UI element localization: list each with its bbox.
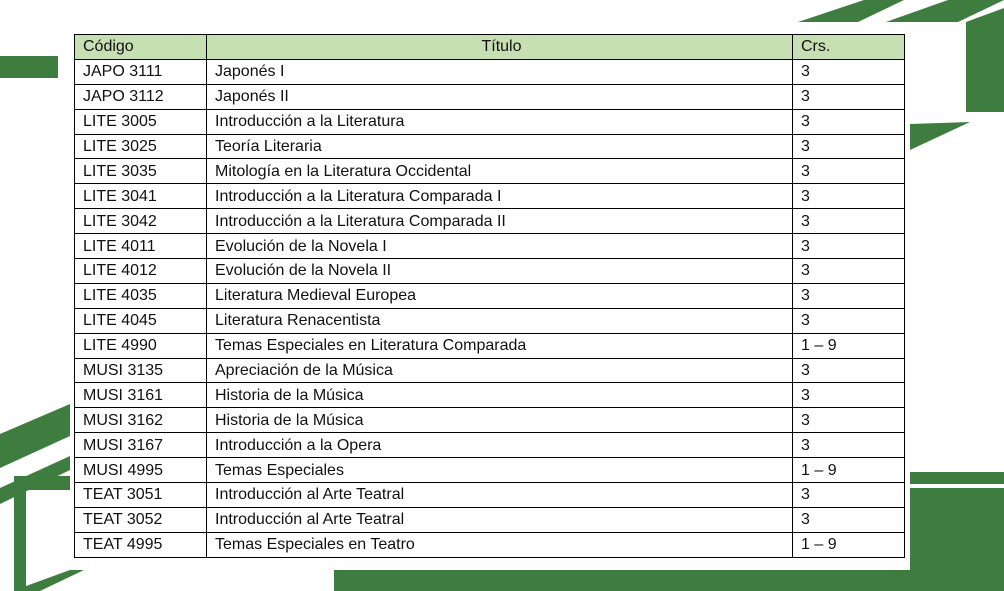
course-credits-cell: 3 (793, 308, 905, 333)
course-title-cell: Temas Especiales en Literatura Comparada (207, 333, 793, 358)
column-header-title: Título (207, 35, 793, 60)
course-table (74, 34, 905, 558)
table-row (75, 507, 905, 532)
course-credits-cell: 3 (793, 259, 905, 284)
course-credits-cell: 1 – 9 (793, 458, 905, 483)
table-row (75, 234, 905, 259)
course-title-cell: Apreciación de la Música (207, 358, 793, 383)
course-credits-cell: 3 (793, 383, 905, 408)
course-title-cell: Historia de la Música (207, 408, 793, 433)
course-credits-cell: 3 (793, 483, 905, 508)
course-code-cell: MUSI 3167 (75, 433, 207, 458)
course-code-cell: LITE 3035 (75, 159, 207, 184)
course-credits-cell: 3 (793, 134, 905, 159)
course-title-cell: Evolución de la Novela II (207, 259, 793, 284)
course-title-cell: Japonés II (207, 84, 793, 109)
course-credits-cell: 3 (793, 283, 905, 308)
course-title-cell: Introducción a la Literatura (207, 109, 793, 134)
course-credits-cell: 3 (793, 433, 905, 458)
course-code-cell: LITE 4011 (75, 234, 207, 259)
course-code-cell: MUSI 3162 (75, 408, 207, 433)
decor-left-frame-post (14, 476, 26, 591)
decor-slash-top-1 (798, 0, 904, 22)
table-row (75, 383, 905, 408)
table-row (75, 408, 905, 433)
course-code-cell: TEAT 3051 (75, 483, 207, 508)
table-row (75, 308, 905, 333)
course-title-cell: Japonés I (207, 59, 793, 84)
table-row (75, 483, 905, 508)
course-credits-cell: 3 (793, 109, 905, 134)
course-code-cell: LITE 4035 (75, 283, 207, 308)
course-code-cell: LITE 3005 (75, 109, 207, 134)
course-code-cell: LITE 4045 (75, 308, 207, 333)
course-rows (75, 59, 905, 557)
course-code-cell: LITE 3041 (75, 184, 207, 209)
course-code-cell: JAPO 3112 (75, 84, 207, 109)
course-code-cell: LITE 4990 (75, 333, 207, 358)
course-code-cell: MUSI 3135 (75, 358, 207, 383)
decor-right-column (966, 8, 1004, 112)
decor-bottom-block (334, 570, 1004, 591)
course-credits-cell: 3 (793, 234, 905, 259)
course-credits-cell: 3 (793, 507, 905, 532)
course-title-cell: Literatura Renacentista (207, 308, 793, 333)
course-title-cell: Introducción a la Opera (207, 433, 793, 458)
course-title-cell: Evolución de la Novela I (207, 234, 793, 259)
table-row (75, 259, 905, 284)
table-row (75, 159, 905, 184)
decor-bottom-left-slash (26, 570, 84, 591)
table-row (75, 333, 905, 358)
course-credits-cell: 3 (793, 358, 905, 383)
course-title-cell: Literatura Medieval Europea (207, 283, 793, 308)
table-row (75, 283, 905, 308)
course-credits-cell: 1 – 9 (793, 333, 905, 358)
course-code-cell: LITE 3025 (75, 134, 207, 159)
table-header-row (75, 35, 905, 60)
table-row (75, 209, 905, 234)
table-row (75, 433, 905, 458)
course-credits-cell: 3 (793, 184, 905, 209)
course-credits-cell: 3 (793, 408, 905, 433)
decor-left-bar (0, 56, 58, 78)
course-title-cell: Temas Especiales en Teatro (207, 532, 793, 557)
table-row (75, 358, 905, 383)
course-credits-cell: 3 (793, 84, 905, 109)
course-credits-cell: 3 (793, 159, 905, 184)
course-title-cell: Mitología en la Literatura Occidental (207, 159, 793, 184)
decor-right-wedge (910, 122, 970, 150)
column-header-code: Código (75, 35, 207, 60)
table-row (75, 109, 905, 134)
course-code-cell: TEAT 4995 (75, 532, 207, 557)
table-row (75, 532, 905, 557)
table-row (75, 134, 905, 159)
course-code-cell: JAPO 3111 (75, 59, 207, 84)
table-row (75, 59, 905, 84)
course-code-cell: MUSI 4995 (75, 458, 207, 483)
course-title-cell: Introducción a la Literatura Comparada II (207, 209, 793, 234)
course-code-cell: LITE 3042 (75, 209, 207, 234)
decor-right-stripe (910, 472, 1004, 484)
course-title-cell: Historia de la Música (207, 383, 793, 408)
table-row (75, 184, 905, 209)
course-credits-cell: 3 (793, 209, 905, 234)
course-title-cell: Teoría Literaria (207, 134, 793, 159)
course-title-cell: Introducción al Arte Teatral (207, 507, 793, 532)
course-code-cell: TEAT 3052 (75, 507, 207, 532)
column-header-credits: Crs. (793, 35, 905, 60)
table-row (75, 84, 905, 109)
decor-left-wedge-1 (0, 404, 70, 468)
course-credits-cell: 1 – 9 (793, 532, 905, 557)
course-table-panel (70, 28, 908, 564)
course-code-cell: LITE 4012 (75, 259, 207, 284)
course-title-cell: Temas Especiales (207, 458, 793, 483)
course-title-cell: Introducción a la Literatura Comparada I (207, 184, 793, 209)
table-row (75, 458, 905, 483)
course-title-cell: Introducción al Arte Teatral (207, 483, 793, 508)
course-code-cell: MUSI 3161 (75, 383, 207, 408)
course-credits-cell: 3 (793, 59, 905, 84)
